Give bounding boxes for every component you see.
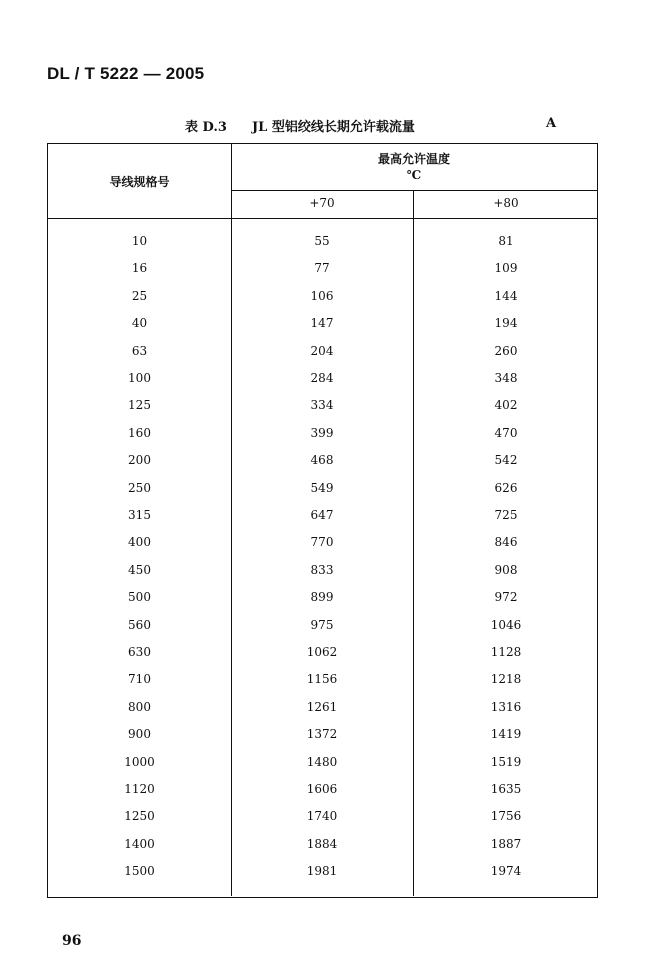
cell-ampacity-80: 1635 — [490, 782, 522, 796]
cell-conductor-size: 450 — [128, 562, 151, 577]
cell-conductor-size: 16 — [131, 261, 148, 276]
cell-conductor-size: 63 — [131, 343, 148, 358]
cell-conductor-size: 25 — [131, 288, 148, 303]
cell-ampacity-80: 1519 — [490, 754, 522, 769]
column-group-header: 最高允许温度 — [377, 152, 450, 166]
table-row — [48, 338, 599, 365]
cell-conductor-size: 500 — [128, 590, 151, 605]
header-divider — [231, 190, 597, 191]
table-row — [48, 584, 599, 611]
cell-ampacity-70: 899 — [310, 590, 334, 605]
cell-conductor-size: 1500 — [124, 864, 155, 879]
cell-ampacity-70: 55 — [314, 234, 330, 248]
cell-ampacity-70: 147 — [310, 316, 334, 331]
table-row — [48, 365, 599, 392]
cell-ampacity-70: 975 — [310, 617, 334, 632]
cell-ampacity-70: 1372 — [306, 727, 338, 742]
cell-ampacity-80: 260 — [494, 343, 518, 358]
header-divider — [48, 218, 597, 219]
cell-ampacity-70: 1740 — [306, 809, 338, 824]
cell-ampacity-70: 1156 — [306, 672, 338, 687]
table-row — [48, 803, 599, 830]
column-group-header-unit: ℃ — [406, 168, 422, 182]
page-number: 96 — [62, 933, 82, 949]
cell-ampacity-70: 204 — [310, 343, 334, 358]
cell-ampacity-70: 1480 — [306, 754, 338, 769]
column-header-conductor-size: 导线规格号 — [109, 175, 170, 189]
cell-conductor-size: 400 — [128, 535, 151, 550]
cell-ampacity-80: 402 — [494, 398, 518, 413]
cell-ampacity-70: 1884 — [306, 836, 338, 851]
table-row — [48, 776, 599, 803]
cell-conductor-size: 1400 — [124, 836, 155, 851]
table-row — [48, 420, 599, 447]
cell-ampacity-70: 334 — [310, 398, 334, 413]
table-number: 表 D.3 — [185, 120, 227, 135]
cell-ampacity-80: 1887 — [490, 836, 522, 851]
cell-ampacity-80: 725 — [494, 508, 518, 522]
cell-ampacity-70: 399 — [310, 425, 334, 440]
cell-ampacity-80: 626 — [494, 480, 518, 495]
table-row — [48, 639, 599, 666]
cell-conductor-size: 900 — [128, 727, 151, 742]
cell-ampacity-80: 1419 — [490, 727, 522, 742]
cell-conductor-size: 800 — [128, 699, 151, 714]
cell-ampacity-70: 549 — [310, 480, 334, 495]
table-row — [48, 392, 599, 419]
cell-conductor-size: 710 — [128, 672, 151, 687]
table-row — [48, 557, 599, 584]
cell-ampacity-70: 106 — [310, 288, 334, 303]
cell-ampacity-70: 77 — [314, 261, 330, 276]
table-row — [48, 283, 599, 310]
table-row — [48, 228, 599, 255]
cell-ampacity-80: 1756 — [490, 809, 522, 824]
document-standard-id: DL / T 5222 — 2005 — [47, 64, 205, 83]
table-row — [48, 612, 599, 639]
table-row — [48, 858, 599, 885]
cell-conductor-size: 125 — [128, 398, 151, 413]
table-unit: A — [546, 116, 557, 131]
cell-ampacity-80: 194 — [494, 316, 518, 331]
cell-ampacity-70: 647 — [310, 508, 334, 522]
ampacity-table — [47, 143, 598, 898]
cell-conductor-size: 1250 — [124, 809, 155, 824]
cell-conductor-size: 200 — [128, 453, 151, 468]
cell-conductor-size: 560 — [128, 617, 151, 632]
table-row — [48, 502, 599, 529]
cell-conductor-size: 40 — [131, 316, 148, 331]
table-row — [48, 831, 599, 858]
cell-ampacity-70: 1062 — [306, 645, 338, 659]
cell-ampacity-80: 908 — [494, 562, 518, 577]
table-row — [48, 310, 599, 337]
cell-ampacity-70: 468 — [310, 453, 334, 468]
table-row — [48, 447, 599, 474]
cell-ampacity-80: 1046 — [490, 617, 522, 632]
cell-ampacity-70: 833 — [310, 562, 334, 577]
table-row — [48, 666, 599, 693]
table-title: JL 型铝绞线长期允许载流量 — [252, 120, 415, 135]
cell-ampacity-80: 1316 — [490, 699, 522, 714]
cell-conductor-size: 250 — [128, 480, 151, 495]
table-row — [48, 529, 599, 556]
cell-ampacity-80: 348 — [494, 371, 518, 385]
cell-ampacity-70: 1261 — [306, 699, 338, 714]
cell-ampacity-70: 284 — [310, 371, 334, 385]
cell-ampacity-70: 1981 — [306, 864, 338, 879]
table-row — [48, 749, 599, 776]
cell-ampacity-80: 972 — [494, 590, 518, 605]
cell-ampacity-80: 109 — [494, 261, 518, 276]
table-row — [48, 475, 599, 502]
cell-conductor-size: 1000 — [124, 754, 155, 769]
cell-conductor-size: 10 — [131, 234, 148, 248]
cell-ampacity-80: 1218 — [490, 672, 522, 687]
cell-conductor-size: 160 — [128, 425, 151, 440]
cell-ampacity-80: 1974 — [490, 864, 522, 879]
cell-ampacity-80: 470 — [494, 425, 518, 440]
cell-ampacity-70: 1606 — [306, 782, 338, 796]
cell-ampacity-80: 144 — [494, 288, 518, 303]
cell-ampacity-70: 770 — [310, 535, 334, 550]
column-header-70: +70 — [309, 196, 335, 210]
table-row — [48, 721, 599, 748]
cell-conductor-size: 630 — [128, 645, 151, 659]
cell-conductor-size: 315 — [128, 508, 151, 522]
column-header-80: +80 — [493, 196, 519, 210]
cell-ampacity-80: 542 — [494, 453, 518, 468]
table-row — [48, 694, 599, 721]
cell-conductor-size: 100 — [128, 371, 151, 385]
cell-conductor-size: 1120 — [124, 782, 155, 796]
cell-ampacity-80: 846 — [494, 535, 518, 550]
cell-ampacity-80: 81 — [498, 234, 514, 248]
cell-ampacity-80: 1128 — [490, 645, 522, 659]
table-row — [48, 255, 599, 282]
